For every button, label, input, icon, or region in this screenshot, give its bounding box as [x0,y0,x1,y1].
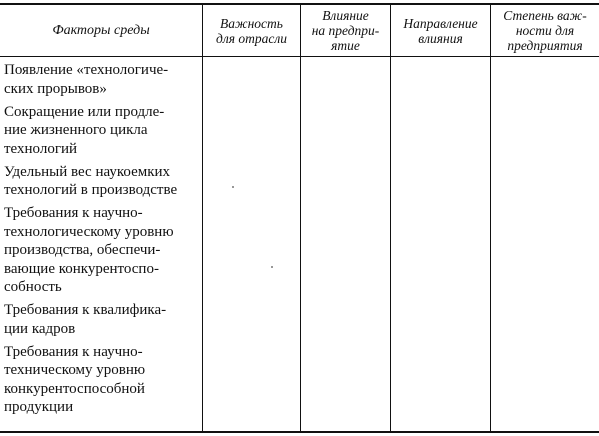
row-line: технологий в производстве [4,182,178,198]
header-line: Направление [403,15,478,31]
row-line: продукции [4,399,74,415]
row-line: ских прорывов» [4,80,107,97]
header-importance-degree [491,5,599,56]
row-line: ние жизненного цикла [4,122,148,138]
row-line: вающие конкурентоспо- [4,260,159,277]
header-line: влияния [418,30,463,46]
table-row [4,103,200,159]
column-divider [390,4,391,432]
row-line: технологическому уровню [4,223,174,240]
row-line: конкурентоспособной [4,380,145,397]
table-row [4,204,200,297]
table-row [4,163,200,200]
row-line: Появление «технологиче- [4,62,169,78]
column-divider [300,4,301,432]
row-line: собность [4,279,62,295]
column-divider [202,4,203,432]
header-industry-importance [203,5,300,56]
row-line: Сокращение или продле- [4,103,165,120]
table-row [4,61,200,98]
header-environment-factors [0,5,202,56]
scan-speck [232,186,234,188]
row-line: Требования к научно- [4,343,143,360]
scan-speck [271,266,273,268]
row-line: техническому уровню [4,362,146,378]
header-line: ятие [331,38,360,53]
row-line: производства, обеспечи- [4,242,161,258]
header-line: Степень важ- [503,8,587,23]
header-line: ности для [515,23,575,38]
row-line: ции кадров [4,320,76,337]
row-line: Удельный вес наукоемких [4,163,171,180]
header-impact-direction [391,5,490,56]
header-line: Важность [220,15,283,31]
header-line: на предпри- [311,23,380,38]
row-line: технологий [4,140,78,157]
header-line: Влияние [322,8,369,23]
header-line: предприятия [507,38,583,53]
factor-rows [4,61,200,421]
row-line: Требования к квалифика- [4,302,167,318]
table-row [4,343,200,417]
column-divider [490,4,491,432]
row-line: Требования к научно- [4,205,143,221]
header-line: Факторы среды [52,23,150,38]
table-row [4,301,200,338]
header-impact-on-enterprise [301,5,390,56]
header-line: для отрасли [216,30,287,46]
